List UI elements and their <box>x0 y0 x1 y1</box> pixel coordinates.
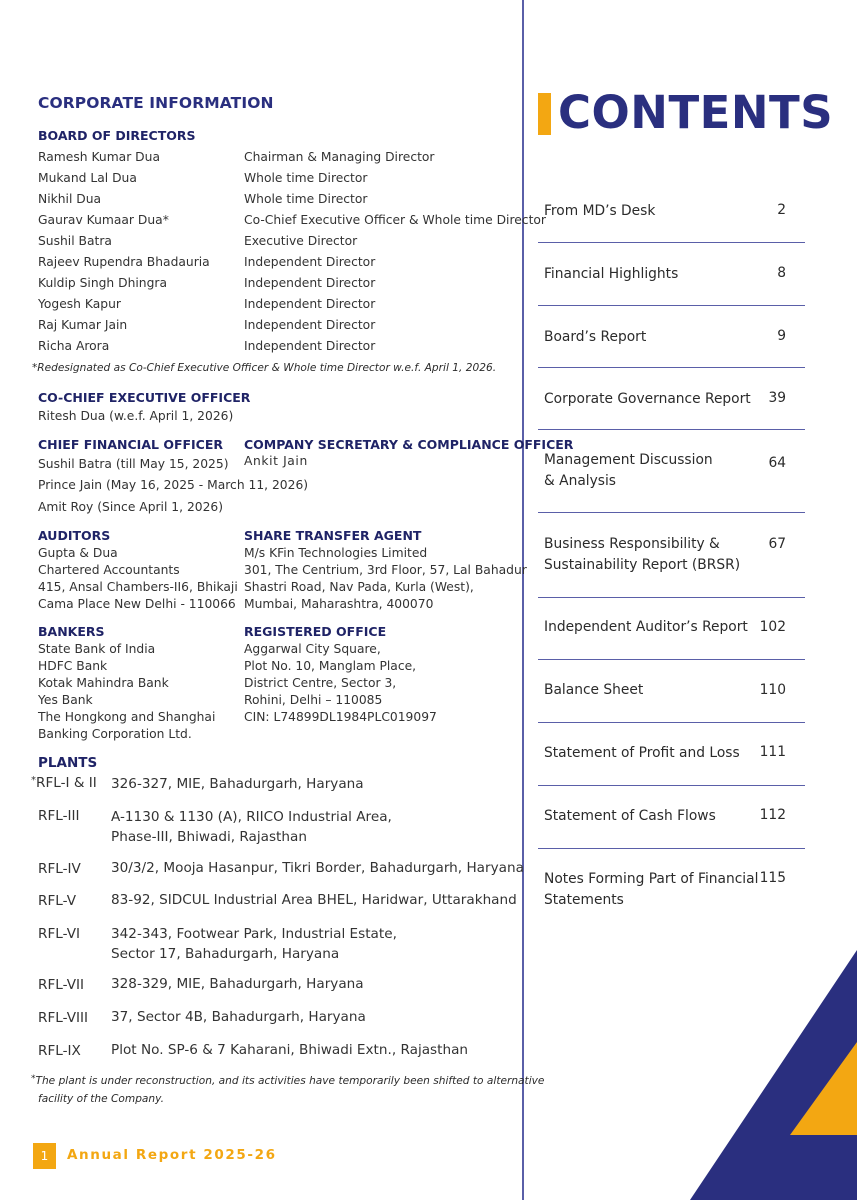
director-name: Yogesh Kapur <box>38 297 121 311</box>
plant-address: 30/3/2, Mooja Hasanpur, Tikri Border, Bahadurgarh, Haryana <box>111 860 524 876</box>
rta-line: Mumbai, Maharashtra, 400070 <box>244 597 434 611</box>
auditor-line: Cama Place New Delhi - 110066 <box>38 597 236 611</box>
footer-title: Annual Report 2025-26 <box>67 1147 277 1163</box>
footnote-mark: * <box>32 362 38 374</box>
plant-address-line: 342-343, Footwear Park, Industrial Estate, <box>111 926 397 942</box>
plant-code: RFL-III <box>38 808 80 824</box>
office-line: CIN: L74899DL1984PLC019097 <box>244 710 437 724</box>
toc-page-number: 39 <box>768 390 786 406</box>
director-name: Rajeev Rupendra Bhadauria <box>38 255 210 269</box>
footnote-mark: * <box>31 1074 36 1084</box>
toc-page-number: 110 <box>759 682 786 698</box>
rta-line: 301, The Centrium, 3rd Floor, 57, Lal Bahadur <box>244 563 527 577</box>
plant-code: RFL-VI <box>38 926 81 942</box>
director-role: Independent Director <box>244 255 376 269</box>
toc-label-line: Business Responsibility & <box>544 536 720 552</box>
plants-footnote <box>31 1070 544 1108</box>
toc-label-line: Notes Forming Part of Financial <box>544 871 759 887</box>
director-role: Executive Director <box>244 234 358 248</box>
corner-decoration <box>690 950 857 1200</box>
plant-code: RFL-IX <box>38 1043 81 1059</box>
office-block <box>244 641 437 726</box>
board-roles <box>244 147 546 357</box>
director-name: Gaurav Kumaar Dua* <box>38 213 169 227</box>
coceo-name: Ritesh Dua (w.e.f. April 1, 2026) <box>38 409 234 423</box>
toc-divider <box>538 659 805 660</box>
toc-page-number: 9 <box>777 328 786 344</box>
cfo-entry: Sushil Batra (till May 15, 2025) <box>38 457 229 471</box>
plant-code <box>31 775 97 791</box>
director-role: Independent Director <box>244 297 376 311</box>
cs-heading: COMPANY SECRETARY & COMPLIANCE OFFICER <box>244 437 574 452</box>
director-name: Raj Kumar Jain <box>38 318 128 332</box>
corporate-information-title: CORPORATE INFORMATION <box>38 94 274 112</box>
toc-item-balance-sheet[interactable]: Balance Sheet <box>544 682 644 698</box>
cs-name: Ankit Jain <box>244 454 308 468</box>
plant-address-line: Phase-III, Bhiwadi, Rajasthan <box>111 829 307 845</box>
toc-divider <box>538 367 805 368</box>
plant-address: 326-327, MIE, Bahadurgarh, Haryana <box>111 776 364 792</box>
bankers-block <box>38 641 215 743</box>
toc-item-md-desk[interactable]: From MD’s Desk <box>544 203 656 219</box>
toc-label-line: Statements <box>544 892 624 908</box>
toc-page-number: 64 <box>768 455 786 471</box>
plant-footnote-mark: * <box>31 775 36 786</box>
board-footnote <box>32 362 496 374</box>
plant-code-text: RFL-I & II <box>36 775 97 791</box>
banker-line: Banking Corporation Ltd. <box>38 727 192 741</box>
rta-line: M/s KFin Technologies Limited <box>244 546 428 560</box>
office-line: Rohini, Delhi – 110085 <box>244 693 383 707</box>
toc-divider <box>538 848 805 849</box>
director-role: Chairman & Managing Director <box>244 150 435 164</box>
toc-item-mda[interactable] <box>544 450 713 492</box>
toc-item-financial-highlights[interactable]: Financial Highlights <box>544 266 679 282</box>
plant-address <box>111 807 392 847</box>
page-number-badge: 1 <box>33 1143 56 1169</box>
banker-line: HDFC Bank <box>38 659 108 673</box>
plant-code: RFL-VII <box>38 977 85 993</box>
office-line: Aggarwal City Square, <box>244 642 381 656</box>
banker-line: The Hongkong and Shanghai <box>38 710 216 724</box>
cfo-entry: Prince Jain (May 16, 2025 - March 11, 2026) <box>38 478 309 492</box>
toc-item-corporate-governance[interactable]: Corporate Governance Report <box>544 391 751 407</box>
board-heading: BOARD OF DIRECTORS <box>38 128 196 143</box>
plant-code: RFL-VIII <box>38 1010 89 1026</box>
coceo-heading: CO-CHIEF EXECUTIVE OFFICER <box>38 390 251 405</box>
director-name: Richa Arora <box>38 339 110 353</box>
toc-page-number: 102 <box>759 619 786 635</box>
director-role: Whole time Director <box>244 171 368 185</box>
toc-page-number: 112 <box>759 807 786 823</box>
director-role: Independent Director <box>244 339 376 353</box>
toc-divider <box>538 512 805 513</box>
auditors-heading: AUDITORS <box>38 528 111 543</box>
toc-divider <box>538 785 805 786</box>
director-name: Mukand Lal Dua <box>38 171 137 185</box>
plant-code: RFL-V <box>38 893 77 909</box>
plants-footnote-line: The plant is under reconstruction, and its activities have temporarily been shifted to alternative <box>35 1075 545 1087</box>
toc-divider <box>538 597 805 598</box>
toc-divider <box>538 242 805 243</box>
plant-address-line: A-1130 & 1130 (A), RIICO Industrial Area, <box>111 809 392 825</box>
plant-address: 37, Sector 4B, Bahadurgarh, Haryana <box>111 1009 366 1025</box>
toc-page-number: 111 <box>759 744 786 760</box>
bankers-heading: BANKERS <box>38 624 105 639</box>
office-line: Plot No. 10, Manglam Place, <box>244 659 417 673</box>
rta-block <box>244 545 527 613</box>
toc-item-profit-loss[interactable]: Statement of Profit and Loss <box>544 745 740 761</box>
plant-address <box>111 924 397 964</box>
rta-line: Shastri Road, Nav Pada, Kurla (West), <box>244 580 474 594</box>
toc-item-notes[interactable] <box>544 869 758 911</box>
director-name: Ramesh Kumar Dua <box>38 150 160 164</box>
auditor-line: Gupta & Dua <box>38 546 118 560</box>
toc-item-auditors-report[interactable]: Independent Auditor’s Report <box>544 619 748 635</box>
plant-address: Plot No. SP-6 & 7 Kaharani, Bhiwadi Extn., Rajasthan <box>111 1042 469 1058</box>
contents-title: CONTENTS <box>558 86 834 139</box>
toc-label-line: & Analysis <box>544 473 616 489</box>
director-role: Independent Director <box>244 318 376 332</box>
toc-label-line: Management Discussion <box>544 452 713 468</box>
director-name: Sushil Batra <box>38 234 112 248</box>
auditor-line: Chartered Accountants <box>38 563 180 577</box>
toc-item-boards-report[interactable]: Board’s Report <box>544 329 647 345</box>
toc-page-number: 8 <box>777 265 786 281</box>
toc-divider <box>538 722 805 723</box>
office-heading: REGISTERED OFFICE <box>244 624 387 639</box>
director-name: Kuldip Singh Dhingra <box>38 276 167 290</box>
auditors-block <box>38 545 238 613</box>
toc-label-line: Sustainability Report (BRSR) <box>544 557 741 573</box>
cfo-entry: Amit Roy (Since April 1, 2026) <box>38 500 224 514</box>
plants-footnote-line: facility of the Company. <box>38 1093 164 1105</box>
director-name: Nikhil Dua <box>38 192 102 206</box>
rta-heading: SHARE TRANSFER AGENT <box>244 528 422 543</box>
toc-divider <box>538 429 805 430</box>
office-line: District Centre, Sector 3, <box>244 676 397 690</box>
banker-line: Yes Bank <box>38 693 93 707</box>
toc-item-brsr[interactable] <box>544 534 740 576</box>
toc-page-number: 115 <box>759 870 786 886</box>
navy-triangle <box>690 950 857 1200</box>
auditor-line: 415, Ansal Chambers-II6, Bhikaji <box>38 580 238 594</box>
plant-code: RFL-IV <box>38 861 81 877</box>
banker-line: Kotak Mahindra Bank <box>38 676 169 690</box>
toc-page-number: 2 <box>777 202 786 218</box>
banker-line: State Bank of India <box>38 642 156 656</box>
board-footnote-text: Redesignated as Co-Chief Executive Officer & Whole time Director w.e.f. April 1, 2026. <box>37 362 497 374</box>
plants-heading: PLANTS <box>38 755 98 771</box>
director-role: Independent Director <box>244 276 376 290</box>
toc-divider <box>538 305 805 306</box>
director-role: Whole time Director <box>244 192 368 206</box>
contents-accent-bar <box>538 93 551 135</box>
toc-item-cash-flows[interactable]: Statement of Cash Flows <box>544 808 716 824</box>
cfo-heading: CHIEF FINANCIAL OFFICER <box>38 437 224 452</box>
toc-page-number: 67 <box>768 536 786 552</box>
plant-address: 328-329, MIE, Bahadurgarh, Haryana <box>111 976 364 992</box>
plant-address: 83-92, SIDCUL Industrial Area BHEL, Haridwar, Uttarakhand <box>111 892 517 908</box>
board-names <box>38 147 210 357</box>
director-role: Co-Chief Executive Officer & Whole time Director <box>244 213 546 227</box>
plant-address-line: Sector 17, Bahadurgarh, Haryana <box>111 946 340 962</box>
